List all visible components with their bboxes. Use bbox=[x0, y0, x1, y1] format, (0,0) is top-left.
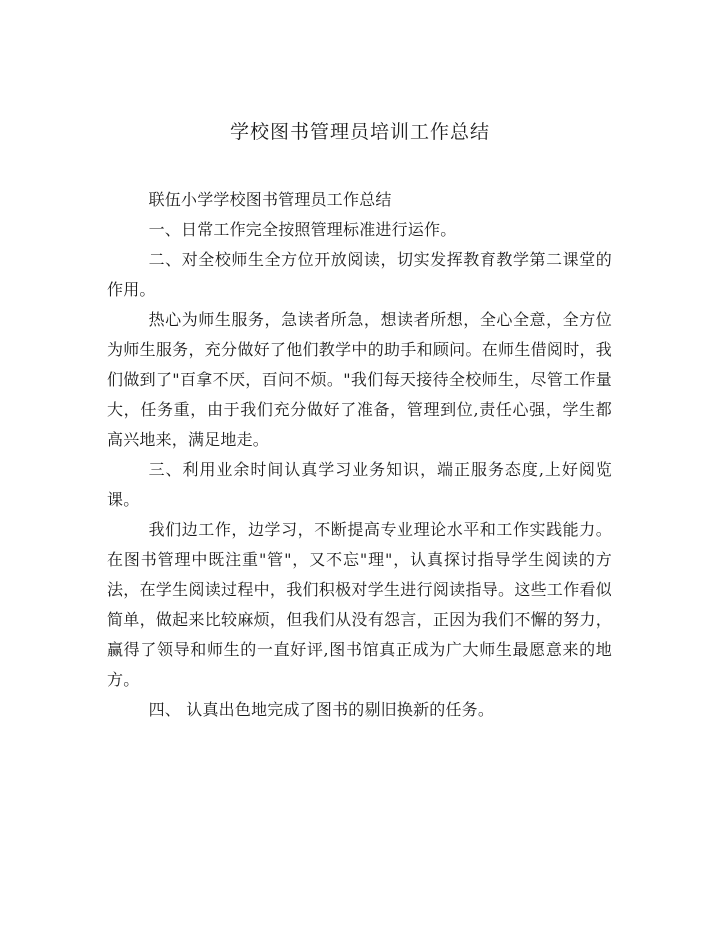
paragraph-section-4: 四、 认真出色地完成了图书的剔旧换新的任务。 bbox=[148, 700, 495, 719]
paragraph-section-3: 三、利用业余时间认真学习业务知识，端正服务态度,上好阅览课。 bbox=[107, 460, 612, 509]
document-title: 学校图书管理员培训工作总结 bbox=[229, 121, 490, 143]
paragraph-service: 热心为师生服务，急读者所急，想读者所想，全心全意，全方位为师生服务，充分做好了他们教学中的助手和顾问。在师生借阅时，我们做到了"百拿不厌，百问不烦。"我们每天接待全校师生，尽管工作量大，任务重，由于我们充分做好了准备，管理到位,责任心强，学生都高兴地来，满足地走。 bbox=[107, 310, 612, 449]
paragraph-section-2: 二、对全校师生全方位开放阅读，切实发挥教育教学第二课堂的作用。 bbox=[107, 250, 612, 299]
paragraph-learning: 我们边工作，边学习，不断提高专业理论水平和工作实践能力。在图书管理中既注重"管"，又不忘"理"，认真探讨指导学生阅读的方法，在学生阅读过程中，我们积极对学生进行阅读指导。这些工作看似简单，做起来比较麻烦，但我们从没有怨言，正因为我们不懈的努力，赢得了领导和师生的一直好评,图书馆真正成为广大师生最愿意来的地方。 bbox=[107, 520, 612, 689]
document-body bbox=[107, 185, 612, 725]
paragraph-section-1: 一、日常工作完全按照管理标准进行运作。 bbox=[148, 220, 457, 239]
paragraph-subtitle: 联伍小学学校图书管理员工作总结 bbox=[148, 190, 392, 209]
